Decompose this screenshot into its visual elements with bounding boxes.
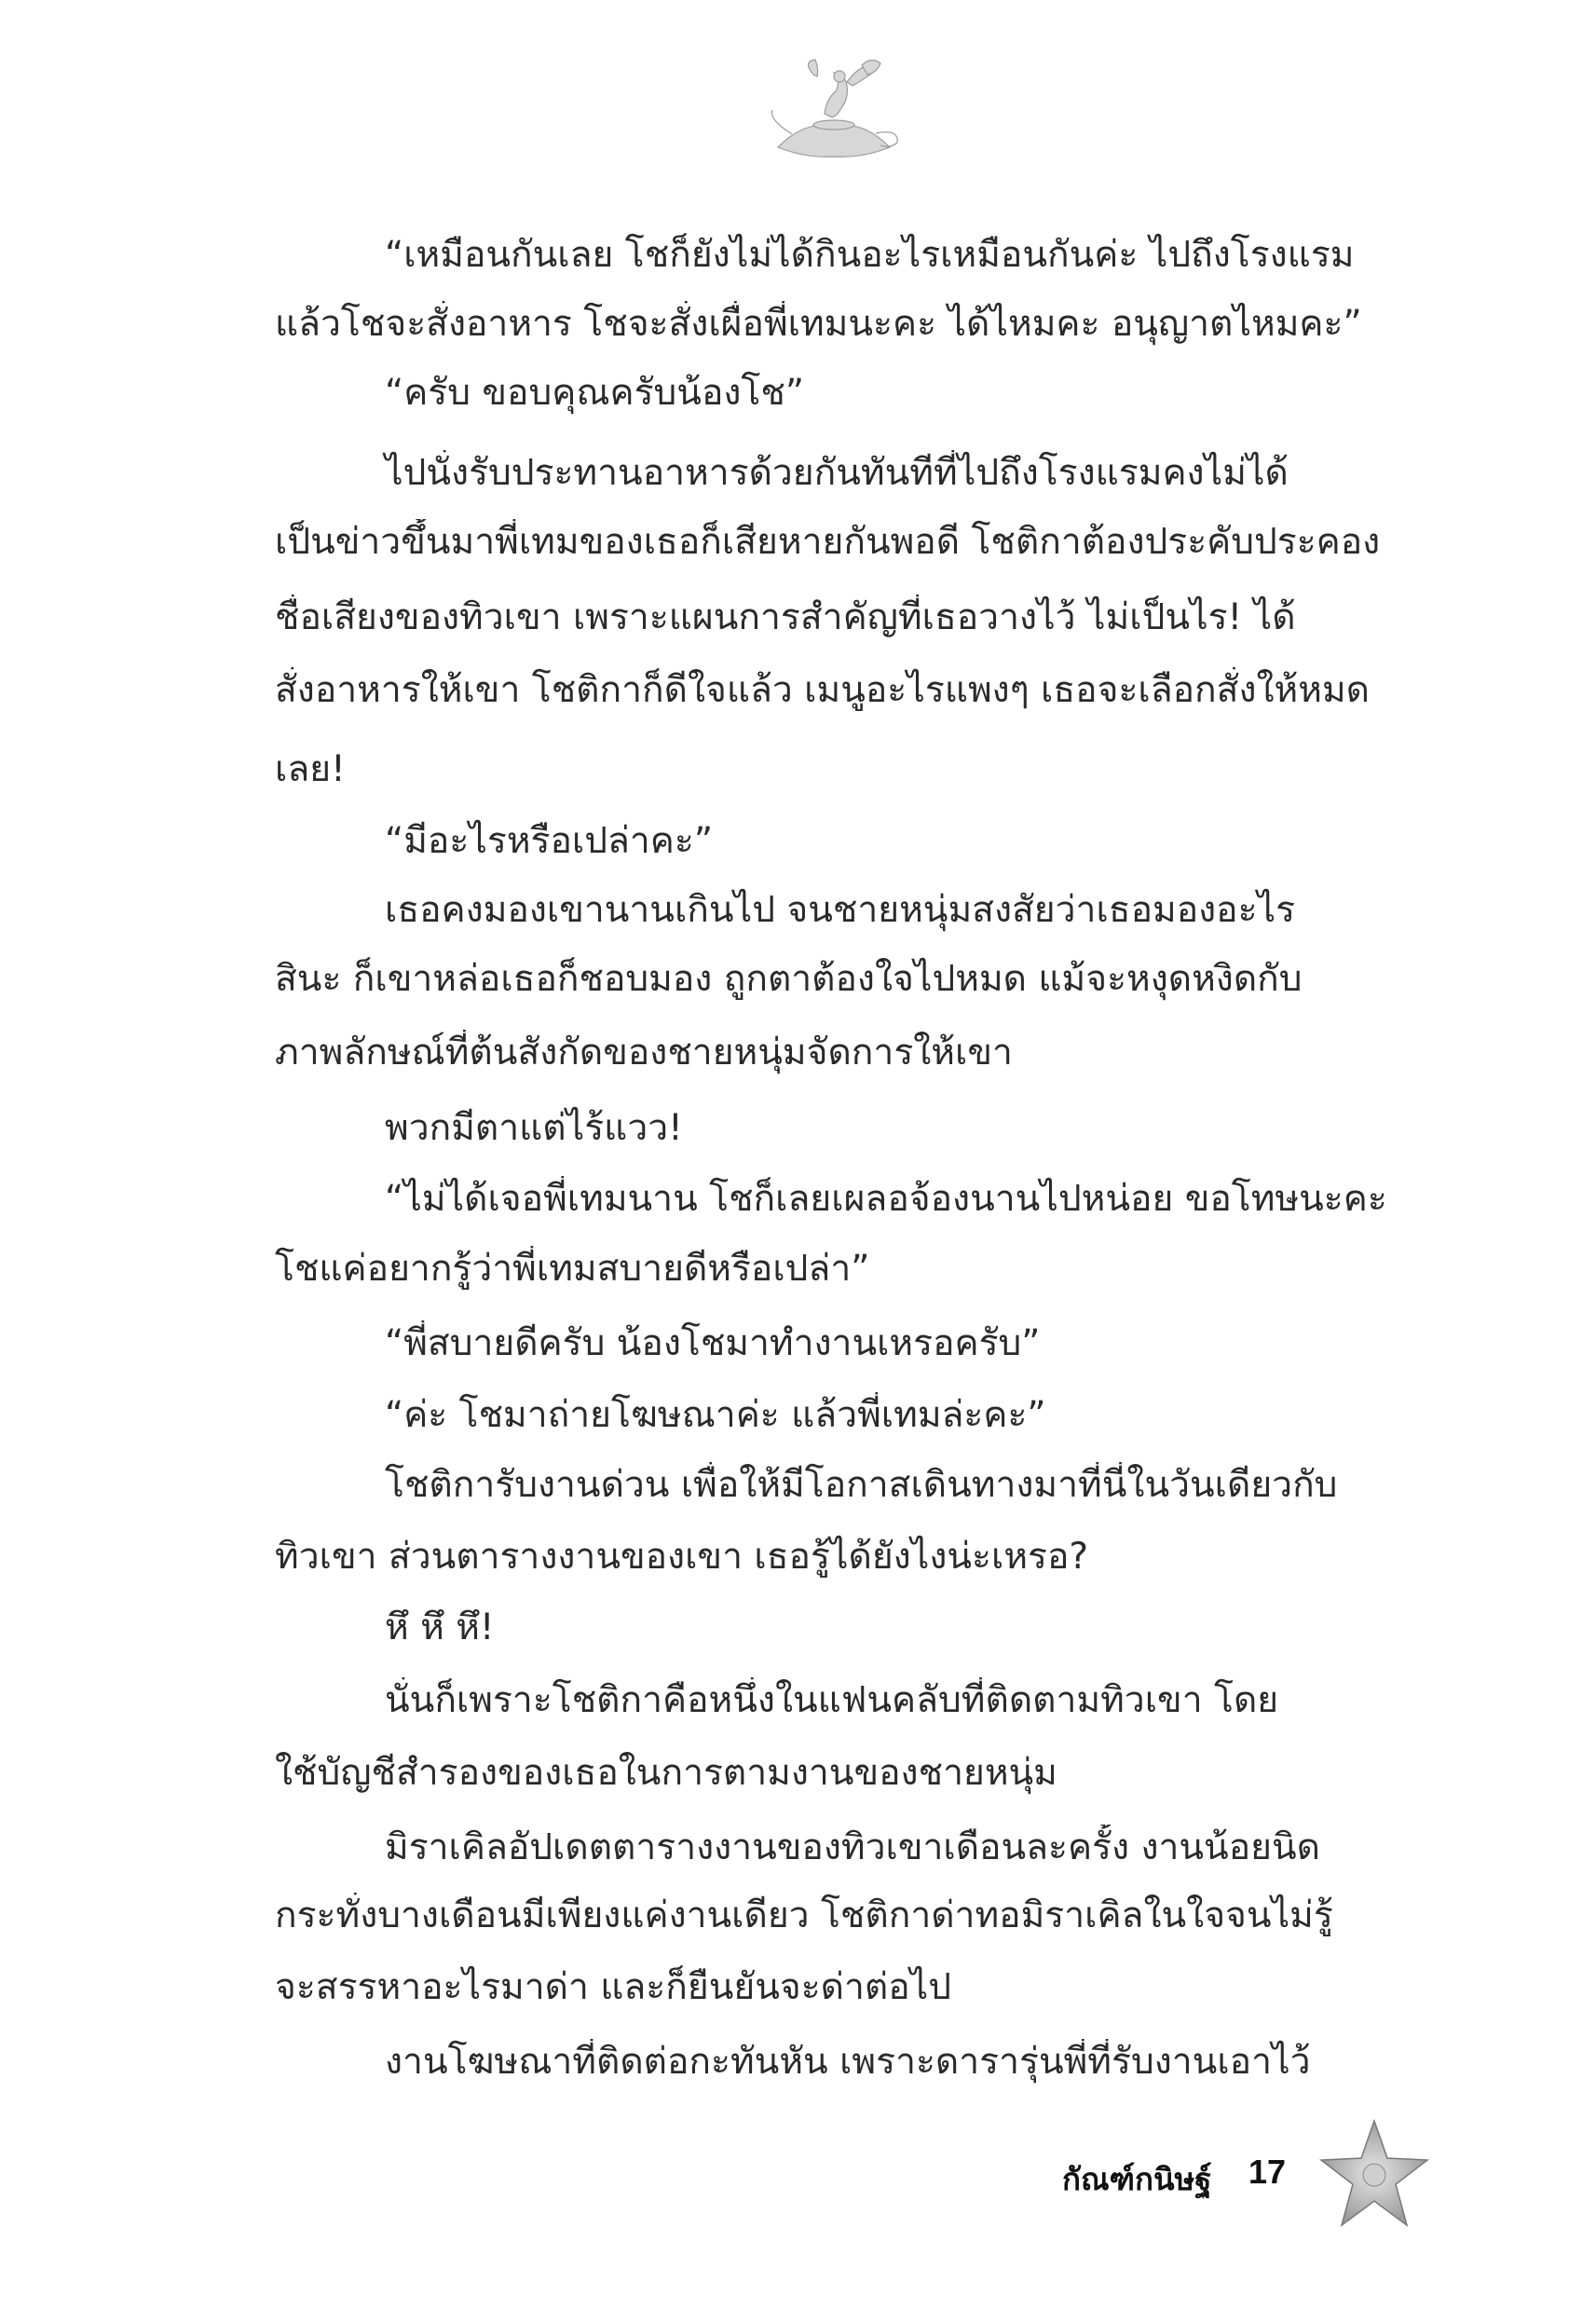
text-line: ใช้บัญชีสำรองของเธอในการตามงานของชายหนุ่ม [275,1752,1057,1794]
text-line: สั่งอาหารให้เขา โชติกาก็ดีใจแล้ว เมนูอะไรแพงๆ เธอจะเลือกสั่งให้หมด [275,669,1371,711]
text-line: “เหมือนกันเลย โชก็ยังไม่ได้กินอะไรเหมือนกันค่ะ ไปถึงโรงแรม [385,234,1355,276]
text-line: จะสรรหาอะไรมาด่า และก็ยืนยันจะด่าต่อไป [275,1966,952,2008]
text-line: สินะ ก็เขาหล่อเธอก็ชอบมอง ถูกตาต้องใจไปหมด แม้จะหงุดหงิดกับ [275,958,1303,1000]
text-line: มิราเคิลอัปเดตตารางงานของทิวเขาเดือนละครั้ง งานน้อยนิด [385,1826,1320,1868]
text-line: ภาพลักษณ์ที่ต้นสังกัดของชายหนุ่มจัดการให้เขา [275,1032,1013,1073]
book-title: กัณฑ์กนิษฐ์ [1062,2161,1212,2197]
text-line: โชแค่อยากรู้ว่าพี่เทมสบายดีหรือเปล่า” [275,1248,870,1290]
text-line: พวกมีตาแต่ไร้แวว! [385,1107,683,1149]
text-line: “ค่ะ โชมาถ่ายโฆษณาค่ะ แล้วพี่เทมล่ะคะ” [385,1394,1046,1436]
text-line: งานโฆษณาที่ติดต่อกะทันหัน เพราะดารารุ่นพี่ที่รับงานเอาไว้ [385,2041,1311,2083]
text-line: ชื่อเสียงของทิวเขา เพราะแผนการสำคัญที่เธอวางไว้ ไม่เป็นไร! ได้ [275,596,1296,638]
text-line: ไปนั่งรับประทานอาหารด้วยกันทันทีที่ไปถึงโรงแรมคงไม่ได้ [385,452,1289,494]
fairy-teapot-ornament-icon [759,54,908,166]
text-line: ทิวเขา ส่วนตารางงานของเขา เธอรู้ได้ยังไงน่ะเหรอ? [275,1536,1089,1578]
text-line: หึ หึ หึ! [385,1607,495,1648]
text-line: กระทั่งบางเดือนมีเพียงแค่งานเดียว โชติกาด่าทอมิราเคิลในใจจนไม่รู้ [275,1894,1333,1936]
text-line: เป็นข่าวขึ้นมาพี่เทมของเธอก็เสียหายกันพอดี โชติกาต้องประคับประคอง [275,521,1381,563]
text-line: นั่นก็เพราะโชติกาคือหนึ่งในแฟนคลับที่ติดตามทิวเขา โดย [385,1679,1279,1721]
text-line: “ไม่ได้เจอพี่เทมนาน โชก็เลยเผลอจ้องนานไปหน่อย ขอโทษนะคะ [385,1178,1387,1220]
text-line: เธอคงมองเขานานเกินไป จนชายหนุ่มสงสัยว่าเธอมองอะไร [385,889,1296,931]
text-line: “ครับ ขอบคุณครับน้องโช” [385,372,805,414]
text-line: โชติการับงานด่วน เพื่อให้มีโอกาสเดินทางมาที่นี่ในวันเดียวกับ [385,1464,1338,1506]
star-icon [1314,2113,1435,2235]
text-line: “พี่สบายดีครับ น้องโชมาทำงานเหรอครับ” [385,1322,1041,1364]
text-line: เลย! [275,748,346,790]
text-line: “มีอะไรหรือเปล่าคะ” [385,820,714,862]
page-number: 17 [1248,2153,1287,2191]
text-line: แล้วโชจะสั่งอาหาร โชจะสั่งเผื่อพี่เทมนะคะ ได้ไหมคะ อนุญาตไหมคะ” [275,303,1362,345]
